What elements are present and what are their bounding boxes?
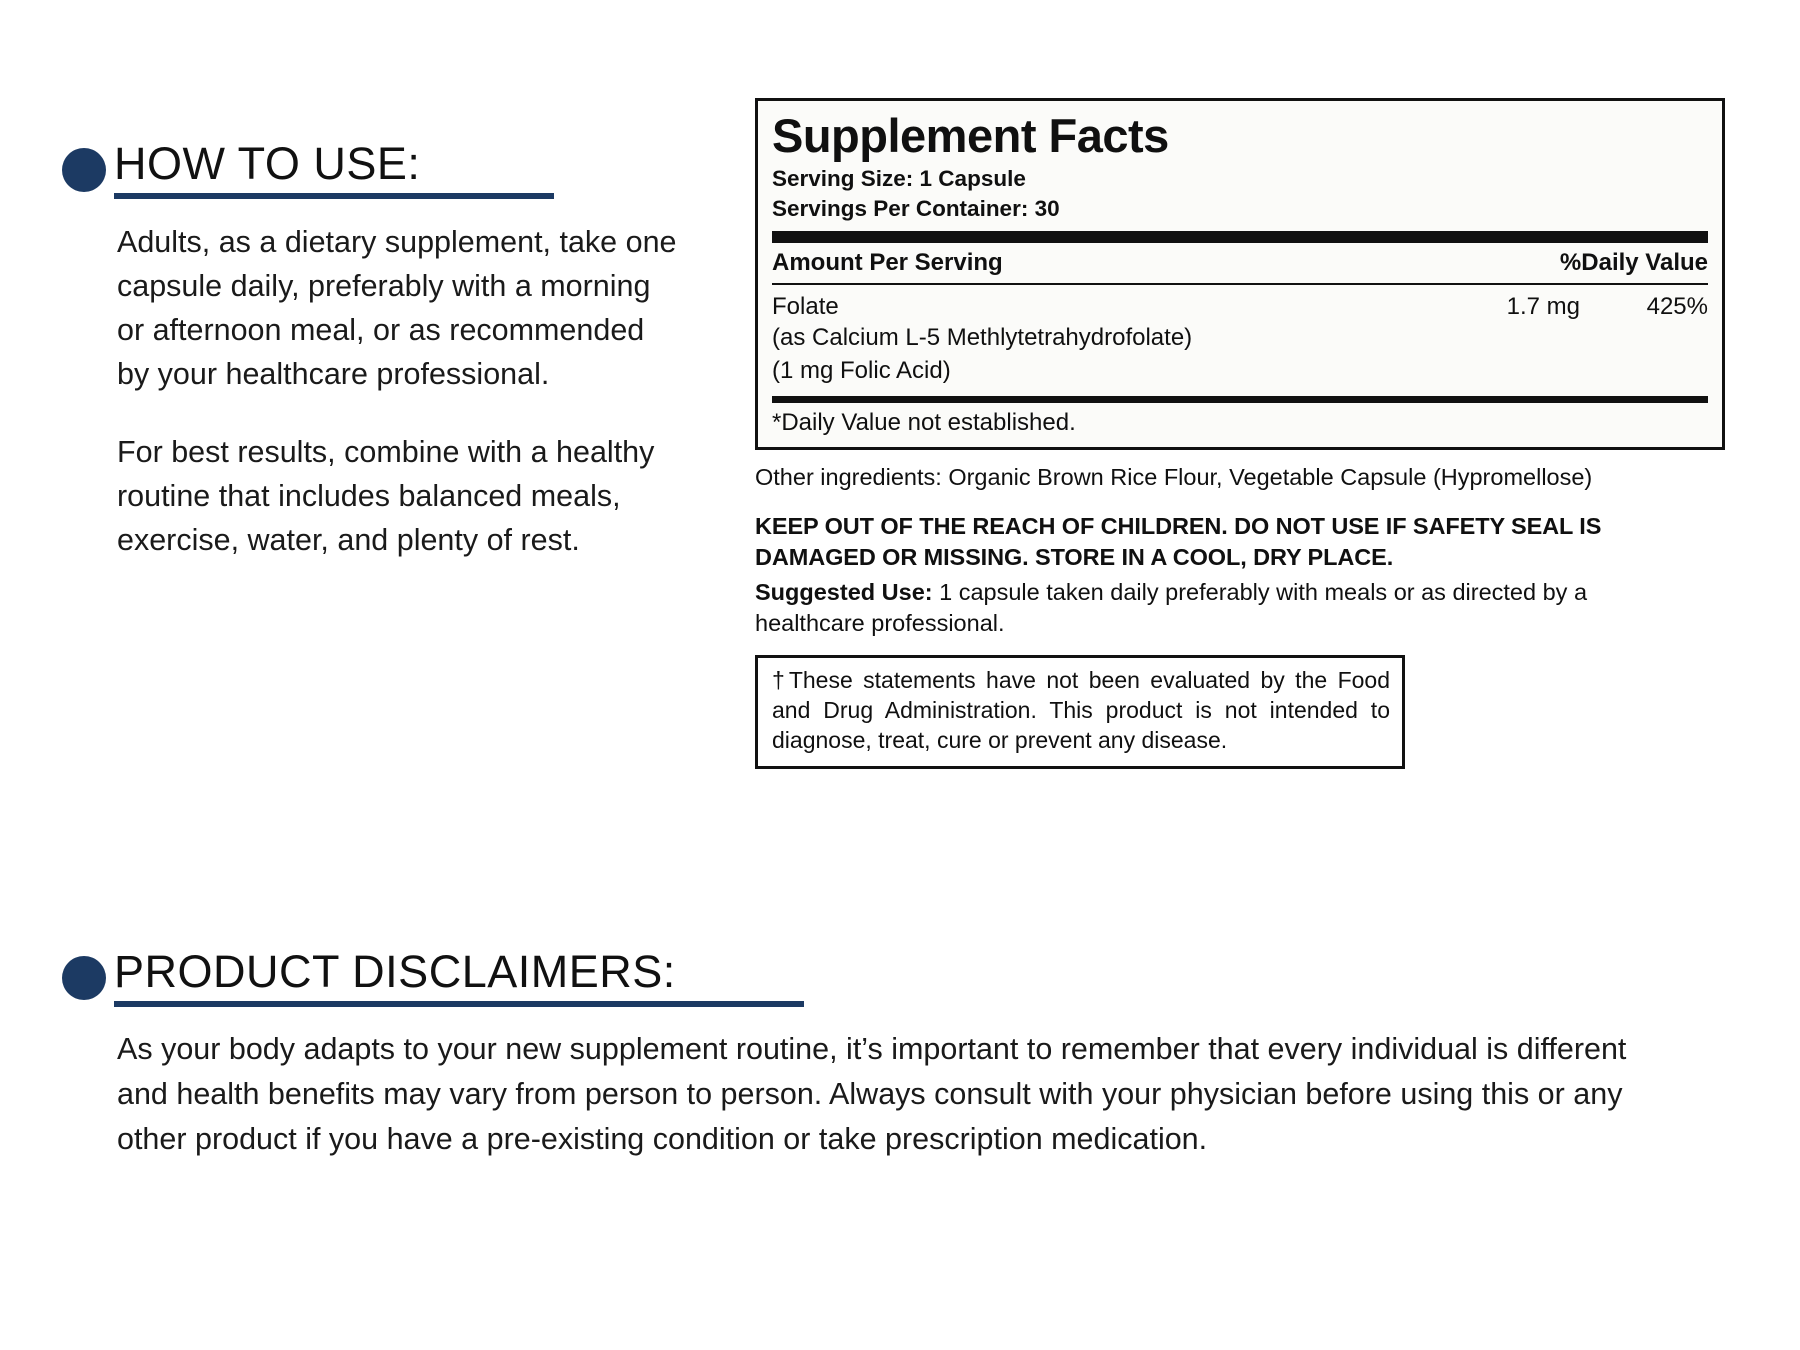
how-to-use-heading-wrap (114, 140, 554, 199)
nutrient-row (772, 285, 1708, 321)
servings-per-container: Servings Per Container: 30 (772, 195, 1060, 221)
product-disclaimers-section (62, 948, 1702, 1162)
supplement-facts-box (755, 98, 1725, 450)
product-disclaimers-paragraph: As your body adapts to your new supplement routine, it’s important to remember that every individual is different and health benefits may vary from person to person. Always consult with your physician before using this or any other product if you have a pre-existing condition or take prescription medication. (117, 1032, 1627, 1156)
bullet-dot-icon (62, 148, 106, 192)
nutrient-name: Folate (772, 292, 839, 320)
how-to-use-paragraph-1: Adults, as a dietary supplement, take one capsule daily, preferably with a morning or afternoon meal, or as recommended by your healthcare professional. (117, 225, 677, 391)
heading-underline (114, 1001, 804, 1007)
fda-statement-box (755, 655, 1405, 769)
product-disclaimers-heading-label: PRODUCT DISCLAIMERS: (114, 946, 676, 997)
nutrient-subline-2: (1 mg Folic Acid) (772, 356, 951, 384)
serving-size: Serving Size: 1 Capsule (772, 166, 1026, 192)
product-disclaimers-body (117, 1027, 1672, 1161)
how-to-use-heading-label: HOW TO USE: (114, 138, 421, 189)
nutrient-subline-1: (as Calcium L-5 Methlytetrahydrofolate) (772, 323, 1193, 351)
other-ingredients: Other ingredients: Organic Brown Rice Flour, Vegetable Capsule (Hypromellose) (755, 464, 1593, 491)
fda-statement-text: †These statements have not been evaluated by the Food and Drug Administration. This product is not intended to diagnose, treat, cure or prevent any disease. (772, 666, 1390, 753)
suggested-use-text: 1 capsule taken daily preferably with meals or as directed by a healthcare professional. (755, 578, 1588, 636)
suggested-use (755, 577, 1635, 639)
product-disclaimers-heading-wrap (114, 948, 804, 1007)
how-to-use-paragraph-2: For best results, combine with a healthy routine that includes balanced meals, exercise, water, and plenty of rest. (117, 434, 655, 557)
warning-text: KEEP OUT OF THE REACH OF CHILDREN. DO NOT USE IF SAFETY SEAL IS DAMAGED OR MISSING. STORE IN A COOL, DRY PLACE. (755, 512, 1602, 570)
facts-column-headers (772, 243, 1708, 283)
heading-underline (114, 193, 554, 199)
amount-per-serving-header: Amount Per Serving (772, 248, 1003, 276)
nutrient-daily-value: 425% (1646, 292, 1708, 320)
divider-thick-top (772, 231, 1708, 243)
how-to-use-section (62, 140, 702, 563)
how-to-use-heading (62, 140, 702, 199)
bullet-dot-icon (62, 956, 106, 1000)
daily-value-header: %Daily Value (1559, 248, 1708, 276)
divider-medium (772, 396, 1708, 403)
suggested-use-label: Suggested Use: (755, 578, 933, 605)
how-to-use-body (117, 221, 677, 562)
supplement-facts-panel (755, 98, 1725, 769)
supplement-facts-title: Supplement Facts (772, 109, 1169, 162)
product-disclaimers-heading (62, 948, 1702, 1007)
nutrient-amount: 1.7 mg (1506, 292, 1580, 320)
daily-value-note: *Daily Value not established. (772, 409, 1076, 437)
